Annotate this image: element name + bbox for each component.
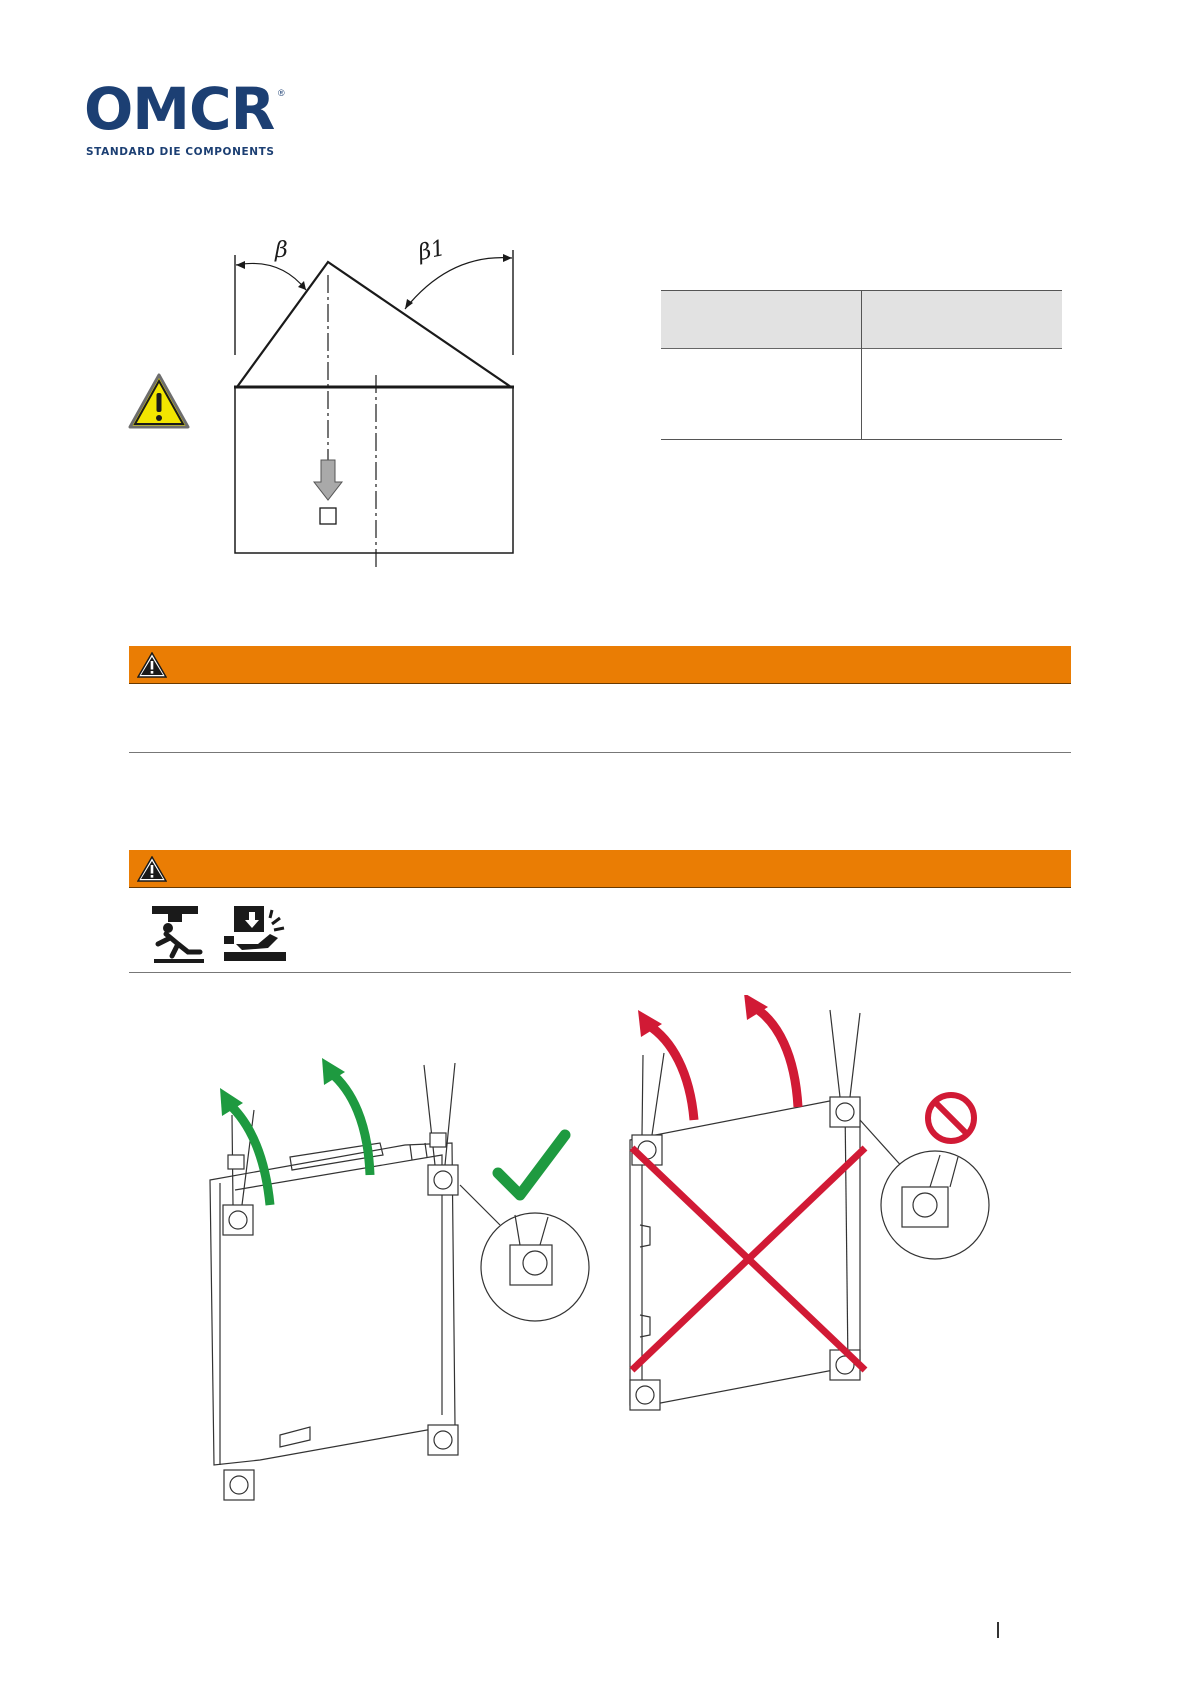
angle-spec-table	[661, 290, 1062, 440]
red-arrow-icon	[648, 1025, 694, 1120]
brand-tagline: STANDARD DIE COMPONENTS	[86, 146, 275, 158]
table-bottom-rule	[661, 439, 1062, 440]
warning-box-1-bottom-rule	[129, 752, 1071, 753]
brand-wordmark: OMCR	[84, 75, 275, 143]
table-column-divider	[861, 290, 862, 440]
registered-mark: ®	[278, 88, 285, 98]
red-arrow-icon	[754, 1007, 798, 1107]
crush-hazard-icon	[222, 904, 290, 964]
brand-logo	[84, 75, 294, 158]
angle-beta-label: β	[275, 238, 288, 263]
lifting-orientation-illustration	[180, 995, 1060, 1525]
hazard-pictograms	[148, 904, 290, 966]
lifting-angle-diagram	[120, 225, 540, 570]
correct-lifting-example	[210, 1063, 589, 1500]
warning-bar-2	[129, 850, 1071, 888]
down-arrow-icon	[314, 460, 342, 500]
green-arrow-icon	[330, 1072, 370, 1175]
prohibited-icon	[928, 1095, 974, 1141]
check-icon	[498, 1135, 565, 1195]
falling-load-icon	[148, 904, 210, 964]
angle-beta1-label: β1	[416, 235, 448, 266]
warning-bar-1	[129, 646, 1071, 684]
warning-triangle-icon	[137, 856, 167, 882]
page-number-divider	[997, 1622, 999, 1638]
warning-triangle-icon	[137, 652, 167, 678]
warning-box-2-bottom-rule	[129, 972, 1071, 973]
